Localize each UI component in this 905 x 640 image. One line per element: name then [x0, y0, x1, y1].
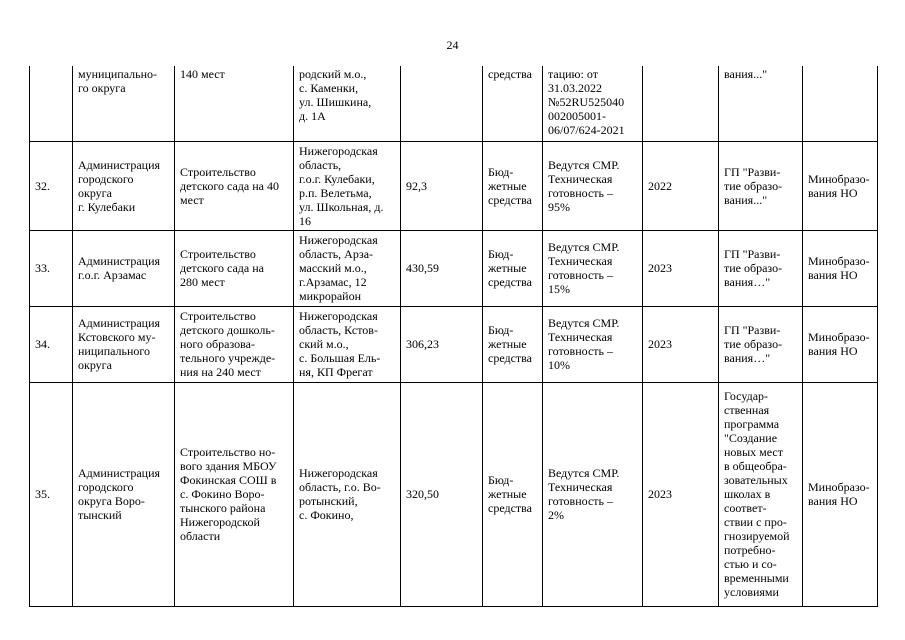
- page-number: 24: [446, 38, 459, 52]
- status-cell: Ведутся СМР. Техническая готовность – 15%: [548, 240, 620, 296]
- ministry-cell: Минобразо- вания НО: [808, 480, 870, 508]
- ministry-cell: Минобразо- вания НО: [808, 254, 870, 282]
- object-cell: 140 мест: [180, 67, 225, 81]
- row-number: 35.: [30, 382, 73, 606]
- address-cell: Нижегородская область, г.о. Во- ротынский, с. Фокино,: [299, 466, 381, 522]
- status-cell: Ведутся СМР. Техническая готовность – 2%: [548, 466, 620, 522]
- program-cell: ГП "Разви- тие образо- вания…": [724, 247, 783, 289]
- year-cell: 2023: [648, 487, 672, 501]
- cost-cell: 320,50: [406, 487, 439, 501]
- table-row: [30, 141, 878, 230]
- organization-cell: Администрация городского округа Воро- тынский: [78, 466, 161, 522]
- program-cell: вания...": [724, 67, 768, 81]
- program-cell: Государ- ственная программа "Создание новых мест в общеобра- зовательных школах в соответ- ствии с про- гнозируемой потребно- стью и со- временными условиями: [724, 389, 790, 599]
- year-cell: 2023: [648, 337, 672, 351]
- row-number: 33.: [30, 230, 73, 306]
- status-cell: Ведутся СМР. Техническая готовность – 95%: [548, 157, 620, 214]
- cost-cell: 430,59: [406, 261, 439, 275]
- object-cell: Строительство но- вого здания МБОУ Фокинская СОШ в с. Фокино Воро- тынского района Нижегородской области: [180, 445, 277, 543]
- status-cell: тацию: от 31.03.2022 №52RU525040 002005001- 06/07/624-2021: [548, 67, 625, 137]
- program-cell: ГП "Разви- тие образо- вания…": [724, 323, 783, 365]
- table-row: [30, 66, 878, 141]
- table-row: [30, 382, 878, 606]
- funding-source-cell: средства: [488, 67, 533, 81]
- organization-cell: Администрация Кстовского му- ниципального округа: [78, 316, 161, 372]
- cost-cell: 306,23: [406, 337, 439, 351]
- year-cell: 2023: [648, 261, 672, 275]
- table-row: [30, 230, 878, 306]
- status-cell: Ведутся СМР. Техническая готовность – 10%: [548, 316, 620, 372]
- object-cell: Строительство детского дошколь- ного образова- тельного учрежде- ния на 240 мест: [180, 309, 276, 379]
- address-cell: Нижегородская область, Кстов- ский м.о., с. Большая Ель- ня, КП Фрегат: [299, 309, 381, 379]
- object-cell: Строительство детского сада на 280 мест: [180, 247, 264, 289]
- table-row: [30, 306, 878, 382]
- projects-table: [29, 66, 878, 607]
- ministry-cell: Минобразо- вания НО: [808, 171, 870, 200]
- address-cell: Нижегородская область, г.о.г. Кулебаки, р.п. Велетьма, ул. Школьная, д. 16: [299, 143, 384, 228]
- object-cell: Строительство детского сада на 40 мест: [180, 164, 279, 207]
- program-cell: ГП "Разви- тие образо- вания...": [724, 164, 783, 207]
- year-cell: 2022: [648, 178, 672, 193]
- organization-cell: Администрация городского округа г. Кулебаки: [78, 157, 161, 214]
- row-number: 32.: [30, 141, 73, 230]
- funding-source-cell: Бюд- жетные средства: [488, 473, 533, 515]
- funding-source-cell: Бюд- жетные средства: [488, 164, 533, 207]
- cost-cell: 92,3: [406, 178, 427, 193]
- funding-source-cell: Бюд- жетные средства: [488, 247, 533, 289]
- organization-cell: муниципально- го округа: [78, 67, 158, 95]
- funding-source-cell: Бюд- жетные средства: [488, 323, 533, 365]
- organization-cell: Администрация г.о.г. Арзамас: [78, 254, 161, 282]
- address-cell: Нижегородская область, Арза- масский м.о., г.Арзамас, 12 микрорайон: [299, 233, 378, 303]
- address-cell: родский м.о., с. Каменки, ул. Шишкина, д. 1А: [299, 67, 372, 123]
- row-number: [30, 66, 73, 141]
- row-number: 34.: [30, 306, 73, 382]
- ministry-cell: Минобразо- вания НО: [808, 330, 870, 358]
